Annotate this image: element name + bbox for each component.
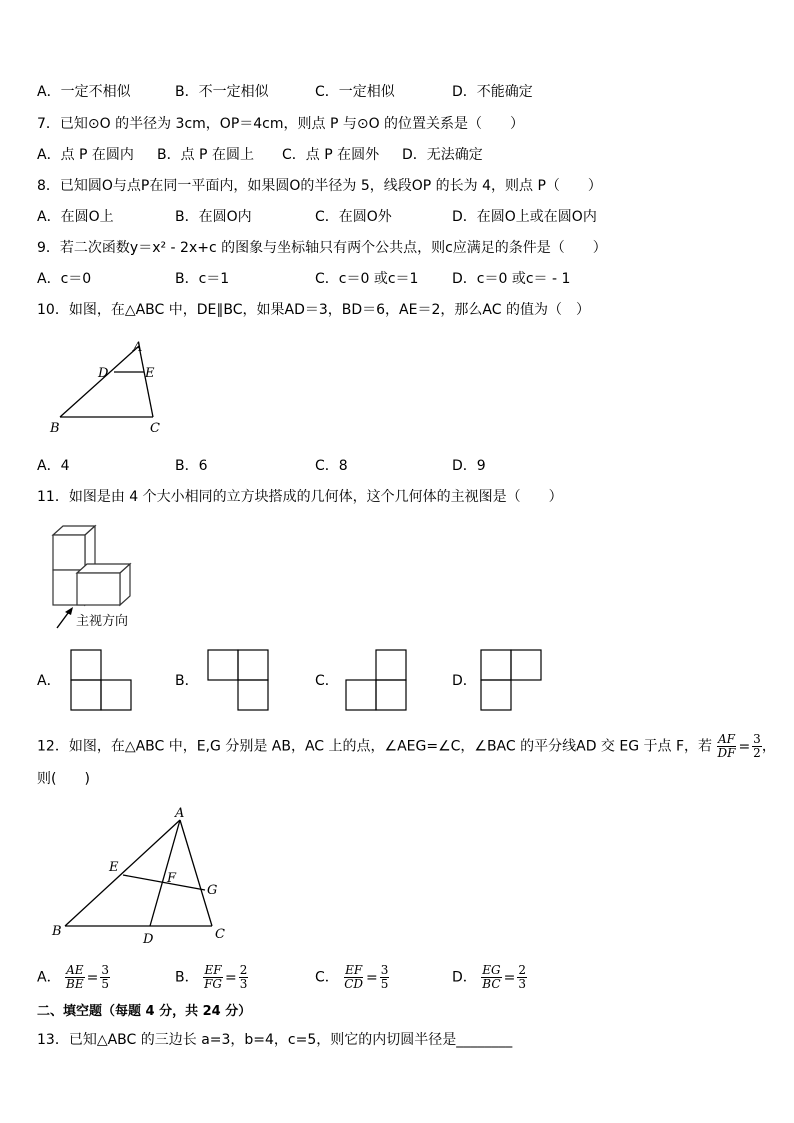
- option-c: C．c＝0 或c＝1: [315, 271, 419, 287]
- option-c: C．点 P 在圆外: [282, 147, 380, 163]
- fraction-denominator: 3: [518, 977, 526, 991]
- option-letter: C．: [315, 969, 339, 986]
- stem-punctuation: ，: [761, 738, 776, 755]
- fraction-numerator: 3: [753, 732, 761, 746]
- fraction-numerator: EG: [482, 963, 501, 977]
- option-a: A．: [37, 673, 61, 689]
- segment-ab: [60, 346, 139, 417]
- point-label-c: C: [150, 421, 160, 436]
- front-view-option-d: [480, 648, 544, 712]
- option-b: B．在圆O内: [175, 209, 252, 225]
- option-d: D．c＝0 或c＝ - 1: [452, 271, 571, 287]
- fraction-denominator: FG: [204, 977, 222, 991]
- option-letter: D．: [452, 969, 477, 986]
- point-label-a: A: [133, 340, 143, 355]
- fraction-af-df: [716, 733, 736, 760]
- fraction-left: [343, 964, 364, 991]
- option-b: [175, 964, 248, 991]
- option-a: A．c＝0: [37, 271, 92, 287]
- option-a: [37, 964, 110, 991]
- stem-text: 13．已知△ABC 的三边长 a=3，b=4，c=5，则它的内切圆半径是: [37, 1032, 457, 1048]
- option-a: A．点 P 在圆内: [37, 147, 134, 163]
- option-a: A．一定不相似: [37, 84, 131, 100]
- equals-sign: =: [366, 969, 378, 986]
- segment-ac: [139, 346, 153, 417]
- cube-front-upper: [53, 535, 85, 570]
- fraction-right: [380, 964, 390, 991]
- fraction-denominator: 5: [380, 977, 389, 991]
- front-view-option-b: [207, 648, 271, 712]
- question-12-stem: [37, 733, 776, 760]
- fraction-value: [752, 733, 762, 760]
- fraction-denominator: 5: [101, 977, 109, 991]
- option-a: A．在圆O上: [37, 209, 114, 225]
- fraction-numerator: EF: [345, 963, 363, 977]
- option-c: C．在圆O外: [315, 209, 392, 225]
- option-letter: A．: [37, 969, 61, 986]
- option-c: C．一定相似: [315, 84, 395, 100]
- section-heading: 二、填空题（每题 4 分，共 24 分）: [37, 1004, 252, 1019]
- fraction-numerator: AE: [66, 963, 84, 977]
- fraction-numerator: 3: [101, 963, 109, 977]
- option-c: C．: [315, 673, 339, 689]
- equals-sign: =: [738, 738, 751, 755]
- fraction-right: [100, 964, 110, 991]
- question-12-line2: 则( ): [37, 771, 90, 787]
- option-d: D．: [452, 673, 477, 689]
- question-8-stem: 8．已知圆O与点P在同一平面内，如果圆O的半径为 5，线段OP 的长为 4，则点 P（ ）: [37, 178, 602, 194]
- option-b: B．点 P 在圆上: [157, 147, 254, 163]
- fraction-denominator: 3: [239, 977, 248, 991]
- fraction-right: [239, 964, 249, 991]
- equals-sign: =: [224, 969, 237, 986]
- fraction-left: [481, 964, 501, 991]
- triangle-figure-q10: [40, 336, 180, 438]
- option-c: C．8: [315, 458, 348, 474]
- fraction-denominator: DF: [717, 746, 736, 760]
- fraction-numerator: EF: [204, 963, 222, 977]
- fraction-numerator: 3: [380, 963, 389, 977]
- option-b: B．不一定相似: [175, 84, 269, 100]
- question-10-stem: 10．如图，在△ABC 中，DE∥BC，如果AD＝3，BD＝6，AE＝2，那么AC 的值为（ ）: [37, 302, 590, 318]
- option-d: [452, 964, 527, 991]
- option-b: B．c＝1: [175, 271, 230, 287]
- option-a: A．4: [37, 458, 70, 474]
- equals-sign: =: [503, 969, 516, 986]
- point-label-e: E: [145, 366, 155, 381]
- fraction-left: [65, 964, 85, 991]
- fraction-left: [203, 964, 223, 991]
- question-11-stem: 11．如图是由 4 个大小相同的立方块搭成的几何体，这个几何体的主视图是（ ）: [37, 489, 563, 505]
- answer-blank: ________: [456, 1032, 513, 1048]
- point-label-d: D: [98, 366, 109, 381]
- fraction-denominator: BC: [482, 977, 501, 991]
- segment-ac: [180, 820, 212, 926]
- view-direction-label: 主视方向: [76, 614, 129, 629]
- point-label-f: F: [167, 871, 177, 886]
- fraction-numerator: AF: [717, 732, 735, 746]
- question-7-stem: 7．已知⊙O 的半径为 3cm，OP＝4cm，则点 P 与⊙O 的位置关系是（ ）: [37, 116, 525, 132]
- point-label-e: E: [109, 860, 119, 875]
- triangle-figure-q12: [45, 805, 245, 945]
- arrow-icon: [65, 607, 73, 615]
- point-label-a: A: [175, 806, 185, 821]
- fraction-numerator: 2: [518, 963, 526, 977]
- point-label-d: D: [143, 932, 154, 945]
- option-d: D．在圆O上或在圆O内: [452, 209, 597, 225]
- stem-text: 12．如图，在△ABC 中，E,G 分别是 AB，AC 上的点，∠AEG=∠C，∠BAC 的平分线AD 交 EG 于点 F，若: [37, 738, 713, 755]
- point-label-b: B: [50, 421, 60, 436]
- fraction-denominator: 2: [753, 746, 761, 760]
- option-d: D．无法确定: [402, 147, 483, 163]
- point-label-b: B: [52, 924, 62, 939]
- fraction-denominator: CD: [344, 977, 364, 991]
- fraction-right: [517, 964, 527, 991]
- question-13-stem: [37, 1031, 512, 1049]
- front-view-option-c: [345, 648, 409, 712]
- option-d: D．9: [452, 458, 486, 474]
- cube-front-right: [77, 573, 120, 605]
- option-letter: B．: [175, 969, 199, 986]
- option-b: B．6: [175, 458, 208, 474]
- equals-sign: =: [86, 969, 99, 986]
- option-c: [315, 964, 389, 991]
- question-9-stem: 9．若二次函数y＝x² - 2x+c 的图象与坐标轴只有两个公共点，则c应满足的条件是（ ）: [37, 240, 607, 256]
- point-label-g: G: [207, 883, 218, 898]
- option-d: D．不能确定: [452, 84, 533, 100]
- segment-ab: [65, 820, 180, 926]
- fraction-denominator: BE: [66, 977, 84, 991]
- front-view-option-a: [70, 648, 134, 712]
- option-b: B．: [175, 673, 199, 689]
- fraction-numerator: 2: [239, 963, 248, 977]
- point-label-c: C: [215, 927, 225, 942]
